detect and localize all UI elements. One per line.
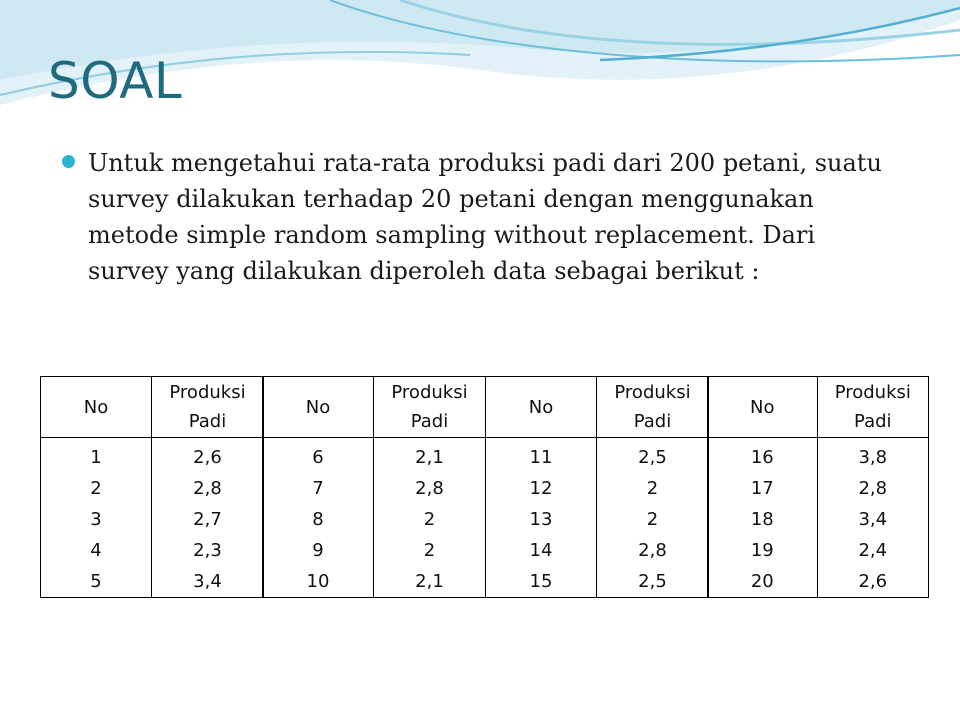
cell-produksi: 2,4	[858, 540, 888, 561]
data-table-group-2	[262, 376, 486, 598]
cell-no: 6	[312, 447, 324, 468]
produksi-column	[152, 438, 264, 598]
cell-no: 2	[90, 478, 102, 499]
cell-produksi: 2	[423, 509, 436, 530]
header-no: No	[486, 377, 597, 438]
cell-no: 20	[750, 571, 774, 592]
cell-produksi: 2,3	[193, 540, 222, 561]
data-table-group-4	[707, 376, 929, 598]
header-produksi-line1: Produksi	[391, 382, 468, 403]
header-produksi	[152, 377, 264, 438]
header-produksi-line2: Padi	[188, 411, 227, 432]
bullet-dot-icon	[62, 155, 75, 168]
cell-produksi: 2,6	[193, 447, 222, 468]
header-produksi-line1: Produksi	[834, 382, 911, 403]
header-produksi	[374, 377, 486, 438]
cell-no: 4	[90, 540, 102, 561]
cell-produksi: 2,1	[415, 571, 444, 592]
cell-produksi: 2,8	[638, 540, 667, 561]
cell-produksi: 2,5	[638, 447, 667, 468]
header-produksi-line2: Padi	[410, 411, 449, 432]
header-produksi-line2: Padi	[854, 411, 892, 432]
cell-no: 15	[529, 571, 553, 592]
header-no: No	[708, 377, 818, 438]
no-column	[486, 438, 597, 598]
no-column	[41, 438, 152, 598]
produksi-column	[597, 438, 709, 598]
no-column	[708, 438, 818, 598]
produksi-column	[374, 438, 486, 598]
cell-no: 14	[529, 540, 553, 561]
header-produksi-line1: Produksi	[614, 382, 691, 403]
cell-no: 3	[90, 509, 102, 530]
header-produksi	[597, 377, 709, 438]
cell-produksi: 2	[423, 540, 436, 561]
cell-no: 11	[529, 447, 553, 468]
cell-produksi: 3,4	[193, 571, 222, 592]
header-produksi-line2: Padi	[633, 411, 672, 432]
cell-no: 9	[312, 540, 324, 561]
header-no: No	[41, 377, 152, 438]
bullet-item	[58, 145, 888, 289]
cell-produksi: 3,4	[858, 509, 888, 530]
cell-produksi: 2,6	[858, 571, 888, 592]
cell-no: 16	[750, 447, 774, 468]
data-table-group-3	[485, 376, 709, 598]
cell-produksi: 2	[646, 509, 659, 530]
cell-produksi: 2,8	[415, 478, 444, 499]
cell-produksi: 2,8	[193, 478, 222, 499]
cell-no: 13	[529, 509, 553, 530]
cell-produksi: 2,1	[415, 447, 444, 468]
cell-no: 1	[90, 447, 102, 468]
cell-no: 18	[750, 509, 774, 530]
cell-no: 5	[90, 571, 102, 592]
cell-no: 10	[306, 571, 330, 592]
cell-no: 7	[312, 478, 324, 499]
header-produksi	[817, 377, 928, 438]
cell-produksi: 2	[646, 478, 659, 499]
data-table-group-1	[40, 376, 264, 598]
no-column	[263, 438, 374, 598]
cell-produksi: 2,8	[858, 478, 888, 499]
cell-produksi: 3,8	[858, 447, 888, 468]
data-tables	[40, 376, 929, 598]
header-no: No	[263, 377, 374, 438]
slide-title: SOAL	[48, 52, 183, 110]
cell-produksi: 2,5	[638, 571, 667, 592]
cell-no: 17	[750, 478, 774, 499]
produksi-column	[817, 438, 928, 598]
cell-no: 8	[312, 509, 324, 530]
header-produksi-line1: Produksi	[169, 382, 246, 403]
cell-produksi: 2,7	[193, 509, 222, 530]
bullet-text: Untuk mengetahui rata-rata produksi padi dari 200 petani, suatu survey dilakukan terhadap 20 petani dengan menggunakan metode simple random sampling without replacement. Dari survey yang dilakukan diperoleh data sebagai berikut :	[88, 149, 882, 285]
cell-no: 19	[750, 540, 774, 561]
cell-no: 12	[529, 478, 553, 499]
